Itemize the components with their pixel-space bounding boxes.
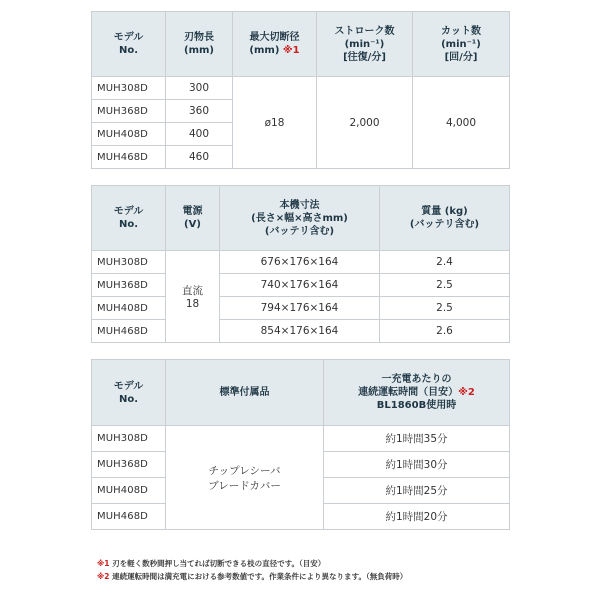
dims-cell: 676×176×164	[220, 251, 380, 274]
header-model: モデル No.	[92, 186, 166, 251]
table-row	[92, 297, 510, 320]
table-header-row	[92, 186, 510, 251]
spec-table-dimensions	[91, 185, 510, 343]
mass-cell: 2.4	[380, 251, 510, 274]
spec-table-accessories	[91, 359, 510, 530]
dims-cell: 854×176×164	[220, 320, 380, 343]
header-stroke: ストローク数 (min⁻¹) [往復/分]	[317, 12, 413, 77]
header-dimensions: 本機寸法 (長さ×幅×高さmm) (バッテリ含む)	[220, 186, 380, 251]
footnotes	[97, 557, 517, 583]
runtime-cell: 約1時間25分	[324, 478, 510, 504]
mass-cell: 2.5	[380, 297, 510, 320]
stroke-value: 2,000	[317, 77, 413, 169]
max-cut-value: ø18	[233, 77, 317, 169]
table-row	[92, 77, 510, 100]
length-cell: 400	[166, 123, 233, 146]
footnote-2: ※2 連続運転時間は満充電における参考数値です。作業条件により異なります。（無負荷時）	[97, 572, 408, 581]
runtime-cell: 約1時間35分	[324, 426, 510, 452]
length-cell: 460	[166, 146, 233, 169]
length-cell: 360	[166, 100, 233, 123]
note-mark-1: ※1	[282, 45, 300, 56]
model-cell: MUH408D	[92, 123, 166, 146]
header-cut: カット数 (min⁻¹) [回/分]	[413, 12, 510, 77]
table-header-row	[92, 360, 510, 426]
table-row	[92, 426, 510, 452]
accessories-value: チップレシーバ ブレードカバー	[166, 426, 324, 530]
table-row	[92, 251, 510, 274]
model-cell: MUH368D	[92, 452, 166, 478]
header-power: 電源 (V)	[166, 186, 220, 251]
model-cell: MUH308D	[92, 426, 166, 452]
mass-cell: 2.5	[380, 274, 510, 297]
mass-cell: 2.6	[380, 320, 510, 343]
header-mass: 質量 (kg) (バッテリ含む)	[380, 186, 510, 251]
model-cell: MUH468D	[92, 504, 166, 530]
runtime-cell: 約1時間20分	[324, 504, 510, 530]
model-cell: MUH468D	[92, 320, 166, 343]
note-mark-2: ※2	[458, 387, 475, 398]
table-row	[92, 320, 510, 343]
header-runtime: 一充電あたりの 連続運転時間（目安）※2 BL1860B使用時	[324, 360, 510, 426]
header-model: モデル No.	[92, 360, 166, 426]
table-row	[92, 274, 510, 297]
header-model: モデル No.	[92, 12, 166, 77]
dims-cell: 794×176×164	[220, 297, 380, 320]
spec-table-cutting	[91, 11, 510, 169]
table-header-row	[92, 12, 510, 77]
model-cell: MUH408D	[92, 297, 166, 320]
model-cell: MUH368D	[92, 100, 166, 123]
length-cell: 300	[166, 77, 233, 100]
cut-value: 4,000	[413, 77, 510, 169]
footnote-1: ※1 刃を軽く数秒間押し当てれば切断できる枝の直径です。（目安）	[97, 559, 326, 568]
dims-cell: 740×176×164	[220, 274, 380, 297]
header-blade-length: 刃物長 (mm)	[166, 12, 233, 77]
model-cell: MUH468D	[92, 146, 166, 169]
model-cell: MUH368D	[92, 274, 166, 297]
header-max-cut: 最大切断径 (mm) ※1	[233, 12, 317, 77]
model-cell: MUH308D	[92, 251, 166, 274]
header-accessories: 標準付属品	[166, 360, 324, 426]
model-cell: MUH308D	[92, 77, 166, 100]
runtime-cell: 約1時間30分	[324, 452, 510, 478]
power-value: 直流 18	[166, 251, 220, 343]
model-cell: MUH408D	[92, 478, 166, 504]
